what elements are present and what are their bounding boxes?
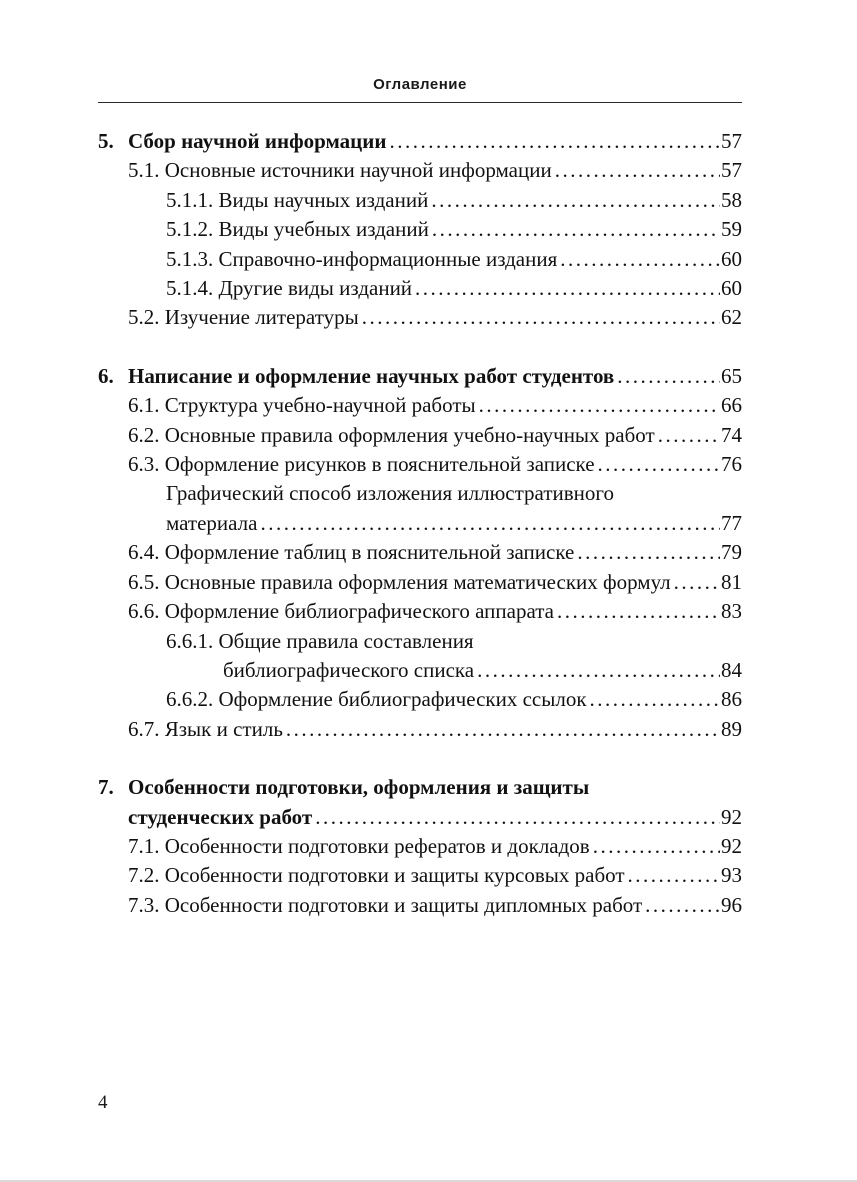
- toc-entry-text: 5.1.4. Другие виды изданий: [166, 276, 413, 301]
- toc-entry-text: 5.1.3. Справочно-информационные издания: [166, 246, 558, 271]
- toc-page-number: 93: [721, 863, 742, 888]
- dot-leader: [590, 685, 720, 714]
- toc-entry-text: Сбор научной информации: [128, 129, 387, 153]
- dot-leader: [479, 391, 720, 420]
- toc-page-number: 58: [721, 187, 742, 212]
- toc-page-number: 66: [721, 393, 742, 418]
- toc-row: [98, 597, 742, 626]
- dot-leader: [286, 715, 720, 744]
- toc-page-number: 79: [721, 540, 742, 565]
- toc-entry-text: 7.2. Особенности подготовки и защиты курсовых работ: [128, 863, 625, 888]
- dot-leader: [560, 245, 720, 274]
- toc-page-number: 86: [721, 687, 742, 712]
- toc-page-number: 96: [721, 892, 742, 917]
- toc-entry-text: 6.6.2. Оформление библиографических ссылок: [166, 687, 587, 712]
- toc-page-number: 77: [721, 510, 742, 535]
- dot-leader: [577, 538, 720, 567]
- chapter-number: 6.: [98, 363, 114, 388]
- toc-page-number: 74: [721, 422, 742, 447]
- toc-row: [98, 450, 742, 479]
- toc-page-number: 57: [721, 158, 742, 183]
- dot-leader: [593, 832, 720, 861]
- dot-leader: [362, 303, 720, 332]
- toc-row: [98, 861, 742, 890]
- dot-leader: [628, 861, 720, 890]
- page-header-title: Оглавление: [373, 76, 467, 93]
- toc-page-number: 84: [721, 657, 742, 682]
- dot-leader: [477, 656, 720, 685]
- dot-leader: [557, 597, 720, 626]
- toc-entry-text: 5.1.1. Виды научных изданий: [166, 187, 429, 212]
- toc-row: [98, 156, 742, 185]
- toc-page-number: 89: [721, 716, 742, 741]
- toc-row: [98, 627, 742, 656]
- toc-entry-text: Написание и оформление научных работ студентов: [128, 363, 615, 388]
- toc-page-number: 62: [721, 305, 742, 330]
- dot-leader: [555, 156, 720, 185]
- toc-page-number: 60: [721, 276, 742, 301]
- toc-entry-text: 6.2. Основные правила оформления учебно-научных работ: [128, 422, 655, 447]
- toc-row: [98, 362, 742, 391]
- toc-row: [98, 715, 742, 744]
- toc-entry-text: 5.1.2. Виды учебных изданий: [166, 217, 429, 242]
- toc-page-number: 60: [721, 246, 742, 271]
- toc-page-number: 59: [721, 217, 742, 242]
- toc-row: [98, 127, 742, 156]
- toc-entry-text: 5.2. Изучение литературы: [128, 305, 359, 330]
- dot-leader: [415, 274, 720, 303]
- toc-row: [98, 391, 742, 420]
- dot-leader: [431, 186, 720, 215]
- dot-leader: [598, 450, 720, 479]
- toc-row: [98, 685, 742, 714]
- toc-row: [98, 303, 742, 332]
- toc-entry-text: 7.3. Особенности подготовки и защиты дипломных работ: [128, 892, 643, 917]
- toc-page-number: 76: [721, 452, 742, 477]
- toc-row: [98, 832, 742, 861]
- toc-row: [98, 479, 742, 508]
- toc-page-number: 57: [721, 129, 742, 153]
- toc-page-number: 92: [721, 804, 742, 829]
- toc-row: [98, 773, 742, 802]
- toc: [98, 127, 742, 920]
- chapter-number: 7.: [98, 775, 114, 800]
- toc-row: [98, 274, 742, 303]
- dot-leader: [389, 127, 720, 156]
- toc-row: [98, 245, 742, 274]
- toc-row: [98, 421, 742, 450]
- toc-entry-text: материала: [166, 510, 258, 535]
- toc-row: [98, 891, 742, 920]
- toc-entry-text: 6.7. Язык и стиль: [128, 716, 283, 741]
- toc-entry-text: 7.1. Особенности подготовки рефератов и докладов: [128, 833, 590, 858]
- chapter-number: 5.: [98, 129, 114, 153]
- dot-leader: [315, 803, 720, 832]
- header-divider: [98, 102, 742, 103]
- page-content: [98, 0, 742, 920]
- toc-page-number: 65: [721, 363, 742, 388]
- toc-entry-text: 5.1. Основные источники научной информации: [128, 158, 552, 183]
- toc-row: [98, 186, 742, 215]
- toc-entry-text: библиографического списка: [223, 657, 475, 682]
- dot-leader: [617, 362, 720, 391]
- toc-entry-text: Особенности подготовки, оформления и защиты: [128, 775, 590, 800]
- toc-row: [98, 568, 742, 597]
- toc-entry-text: 6.6. Оформление библиографического аппарата: [128, 599, 554, 624]
- dot-leader: [674, 568, 720, 597]
- toc-entry-text: 6.6.1. Общие правила составления: [166, 628, 474, 653]
- toc-entry-text: 6.3. Оформление рисунков в пояснительной записке: [128, 452, 595, 477]
- dot-leader: [432, 215, 720, 244]
- toc-entry-text: 6.4. Оформление таблиц в пояснительной записке: [128, 540, 575, 565]
- dot-leader: [658, 421, 720, 450]
- toc-row: [98, 803, 742, 832]
- toc-row: [98, 656, 742, 685]
- toc-page-number: 81: [721, 569, 742, 594]
- dot-leader: [645, 891, 720, 920]
- toc-row: [98, 215, 742, 244]
- dot-leader: [260, 509, 720, 538]
- toc-row: [98, 509, 742, 538]
- toc-entry-text: Графический способ изложения иллюстративного: [166, 481, 614, 506]
- toc-entry-text: 6.5. Основные правила оформления математических формул: [128, 569, 671, 594]
- toc-entry-text: студенческих работ: [128, 804, 313, 829]
- footer-page-number: 4: [98, 1092, 108, 1113]
- toc-page-number: 92: [721, 833, 742, 858]
- toc-row: [98, 538, 742, 567]
- toc-page-number: 83: [721, 599, 742, 624]
- toc-entry-text: 6.1. Структура учебно-научной работы: [128, 393, 476, 418]
